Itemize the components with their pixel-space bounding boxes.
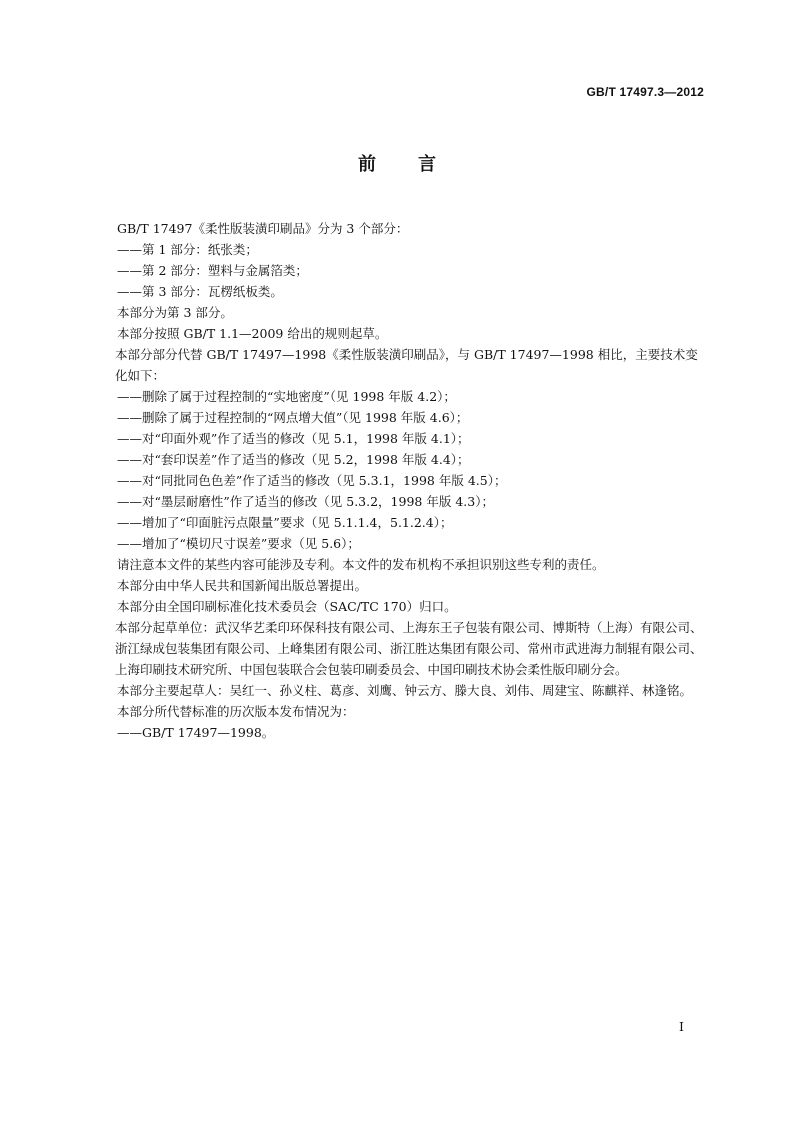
list-item: ——删除了属于过程控制的“实地密度”（见 1998 年版 4.2）； [117,389,456,404]
paragraph-patent-notice: 请注意本文件的某些内容可能涉及专利。本文件的发布机构不承担识别这些专利的责任。 [117,557,605,572]
list-item: ——第 3 部分：瓦楞纸板类。 [117,284,283,299]
paragraph-history: 本部分所代替标准的历次版本发布情况为： [117,704,355,719]
paragraph: 本部分为第 3 部分。 [117,305,233,320]
list-item: ——第 1 部分：纸张类； [117,242,258,257]
paragraph: 本部分按照 GB/T 1.1—2009 给出的规则起草。 [117,326,388,341]
paragraph-drafting-units: 本部分起草单位：武汉华艺柔印环保科技有限公司、上海东王子包装有限公司、博斯特（上海）有限公司、浙江绿成包装集团有限公司、上峰集团有限公司、浙江胜达集团有限公司、常州市武进海力制辊有限公司、上海印刷技术研究所、中国包装联合会包装印刷委员会、中国印刷技术协会柔性版印刷分会。 [115,620,703,677]
list-item: ——增加了“印面脏污点限量”要求（见 5.1.1.4，5.1.2.4）； [117,515,453,530]
paragraph-committee: 本部分由全国印刷标准化技术委员会（SAC/TC 170）归口。 [117,599,457,614]
list-item: ——对“同批同色色差”作了适当的修改（见 5.3.1，1998 年版 4.5）； [117,473,507,488]
paragraph-changes-intro: 本部分部分代替 GB/T 17497—1998《柔性版装潢印刷品》，与 GB/T 17497—1998 相比，主要技术变化如下： [115,347,698,383]
list-item: ——第 2 部分：塑料与金属箔类； [117,263,308,278]
paragraph-drafters: 本部分主要起草人：吴红一、孙义柱、葛彦、刘鹰、钟云方、滕大良、刘伟、周建宝、陈麒祥、林逢铭。 [117,683,693,698]
page-number: I [679,1019,684,1034]
list-item: ——对“印面外观”作了适当的修改（见 5.1，1998 年版 4.1）； [117,431,470,446]
list-item: ——删除了属于过程控制的“网点增大值”（见 1998 年版 4.6）； [117,410,469,425]
page-title: 前言 [358,154,478,175]
list-item: ——对“套印误差”作了适当的修改（见 5.2，1998 年版 4.4）； [117,452,470,467]
foreword-body [117,218,707,743]
list-item: ——对“墨层耐磨性”作了适当的修改（见 5.3.2，1998 年版 4.3）； [117,494,494,509]
paragraph-proposer: 本部分由中华人民共和国新闻出版总署提出。 [117,578,368,593]
paragraph: GB/T 17497《柔性版装潢印刷品》分为 3 个部分： [117,221,409,236]
standard-code: GB/T 17497.3—2012 [586,85,704,99]
list-item: ——增加了“模切尺寸误差”要求（见 5.6）； [117,536,360,551]
list-item: ——GB/T 17497—1998。 [117,725,275,740]
